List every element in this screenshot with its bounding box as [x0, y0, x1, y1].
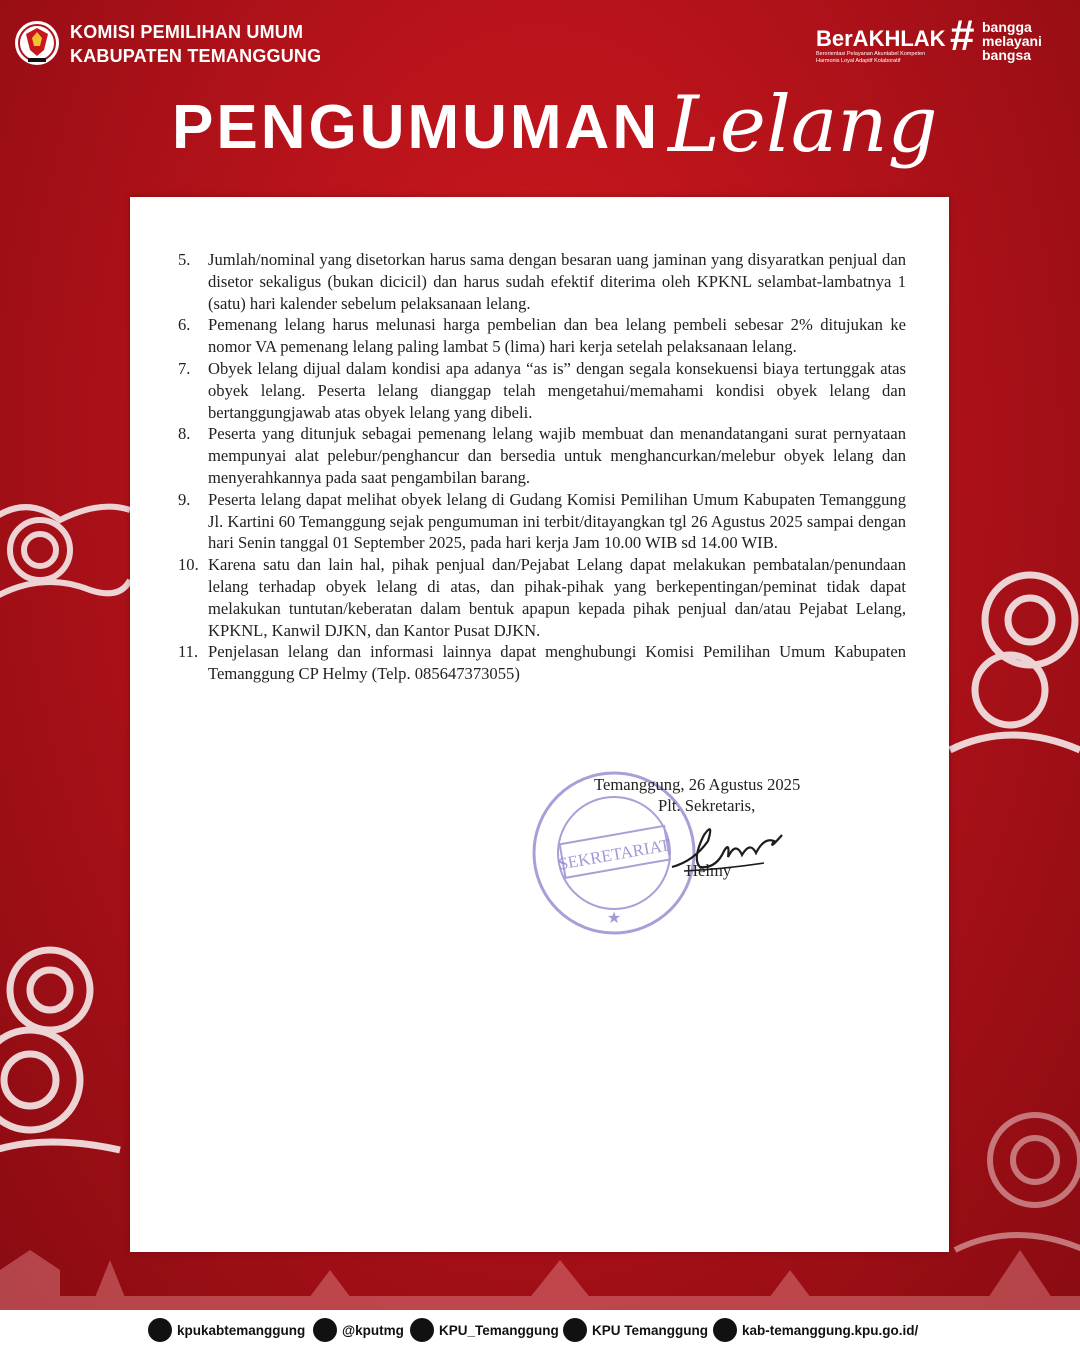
item-number: 7. — [178, 358, 191, 378]
tagline-line-3: bangsa — [982, 47, 1032, 63]
instagram-handle: kpukabtemanggung — [177, 1322, 306, 1338]
facebook-handle: KPU Temanggung — [592, 1322, 708, 1338]
list-item — [178, 641, 906, 685]
item-text: Karena satu dan lain hal, pihak penjual dan/Pejabat Lelang dapat melakukan pembatalan/penundaan lelang terhadap obyek lelang di atas, dan pihak-pihak yang berkepentingan/peminat tidak dapat melakukan tuntutan/keberatan dalam bentuk apapun kepada pihak penjual dan/atau Pejabat Lelang, KPKNL, Kanwil DJKN, dan Kantor Pusat DJKN. — [208, 555, 906, 640]
hashtag-tagline — [982, 20, 1042, 62]
berakhlak-brand: BerAKHLAK — [816, 26, 946, 51]
item-number: 8. — [178, 424, 191, 444]
instagram-icon — [148, 1318, 172, 1342]
item-number: 5. — [178, 250, 191, 269]
star-icon: ★ — [606, 910, 622, 927]
signer-name: Helmy — [686, 861, 732, 880]
youtube-handle: KPU_Temanggung — [439, 1322, 559, 1338]
cloud-ornament-left — [0, 470, 140, 630]
list-item — [178, 554, 906, 641]
berakhlak-subtitle: Berorientasi Pelayanan Akuntabel Kompeten Harmonis Loyal Adaptif Kolaboratif — [816, 51, 926, 64]
item-number: 11. — [178, 642, 199, 662]
facebook-icon — [563, 1318, 587, 1342]
social-footer — [0, 1310, 1080, 1349]
x-link[interactable] — [313, 1318, 404, 1342]
item-text: Jumlah/nominal yang disetorkan harus sama dengan besaran uang jaminan yang disyaratkan penjual dan disetor sekaligus (bukan dicicil) dan harus sudah efektif diterima oleh KPKNL selambat-lambatnya 1 (satu) hari kalender sebelum pelaksanaan lelang. — [208, 250, 906, 313]
list-item — [178, 489, 906, 554]
cloud-ornament-left-bottom — [0, 930, 140, 1190]
org-line-2: KABUPATEN TEMANGGUNG — [70, 46, 322, 66]
page-title: PENGUMUMAN — [172, 93, 661, 162]
hashtag-icon: # — [950, 11, 975, 60]
signer-position: Plt. Sekretaris, — [658, 796, 756, 815]
website-link[interactable] — [713, 1318, 918, 1342]
org-line-1: KOMISI PEMILIHAN UMUM — [70, 22, 304, 42]
tagline-line-2: melayani — [982, 33, 1042, 49]
item-text: Obyek lelang dijual dalam kondisi apa adanya “as is” dengan segala konsekuensi biaya tertunggak atas obyek lelang. Peserta lelang dianggap telah mengetahui/memahami kondisi obyek lelang dan bertanggungjawab atas obyek lelang yang dibeli. — [208, 358, 906, 422]
website-url: kab-temanggung.kpu.go.id/ — [742, 1322, 919, 1338]
item-number: 6. — [178, 315, 191, 335]
item-text: Pemenang lelang harus melunasi harga pembelian dan bea lelang pembeli sebesar 2% ditujukan ke nomor VA pemenang lelang paling lambat 5 (lima) hari kerja setelah pelaksanaan lelang. — [208, 315, 906, 357]
item-text: Peserta yang ditunjuk sebagai pemenang lelang wajib membuat dan menandatangani surat pernyataan mempunyai alat pelebur/penghancur dan bersedia untuk menghancurkan/melebur obyek lelang dan menyerahkannya pada saat pengambilan barang. — [208, 424, 906, 487]
kpu-logo — [14, 16, 60, 70]
tagline-line-1: bangga — [982, 19, 1032, 35]
header — [0, 0, 1080, 90]
cloud-ornament-right — [940, 560, 1080, 780]
x-handle: @kputmg — [342, 1322, 404, 1338]
item-number: 9. — [178, 489, 191, 509]
handwritten-signature — [664, 811, 788, 881]
document-body — [178, 249, 906, 685]
youtube-link[interactable] — [410, 1318, 559, 1342]
place-date: Temanggung, 26 Agustus 2025 — [594, 775, 801, 794]
youtube-icon — [410, 1318, 434, 1342]
organization-name — [70, 20, 321, 68]
item-number: 10. — [178, 555, 199, 575]
item-text: Peserta lelang dapat melihat obyek lelang di Gudang Komisi Pemilihan Umum Kabupaten Temanggung Jl. Kartini 60 Temanggung sejak pengumuman ini terbit/ditayangkan tgl 26 Agustus 2025 sampai dengan hari Senin tanggal 01 September 2025, pada hari kerja Jam 10.00 WIB sd 14.00 WIB. — [208, 489, 906, 553]
facebook-link[interactable] — [563, 1318, 708, 1342]
stamp-center-text: SEKRETARIAT — [557, 835, 672, 874]
announcement-document — [130, 197, 949, 1252]
list-item — [178, 314, 906, 358]
list-item — [178, 423, 906, 488]
x-icon — [313, 1318, 337, 1342]
page-title-script: Lelang — [668, 80, 938, 170]
globe-icon — [713, 1318, 737, 1342]
list-item — [178, 358, 906, 423]
list-item — [178, 249, 906, 314]
instagram-link[interactable] — [148, 1318, 305, 1342]
item-text: Penjelasan lelang dan informasi lainnya dapat menghubungi Komisi Pemilihan Umum Kabupaten Temanggung CP Helmy (Telp. 085647373055) — [208, 642, 906, 684]
